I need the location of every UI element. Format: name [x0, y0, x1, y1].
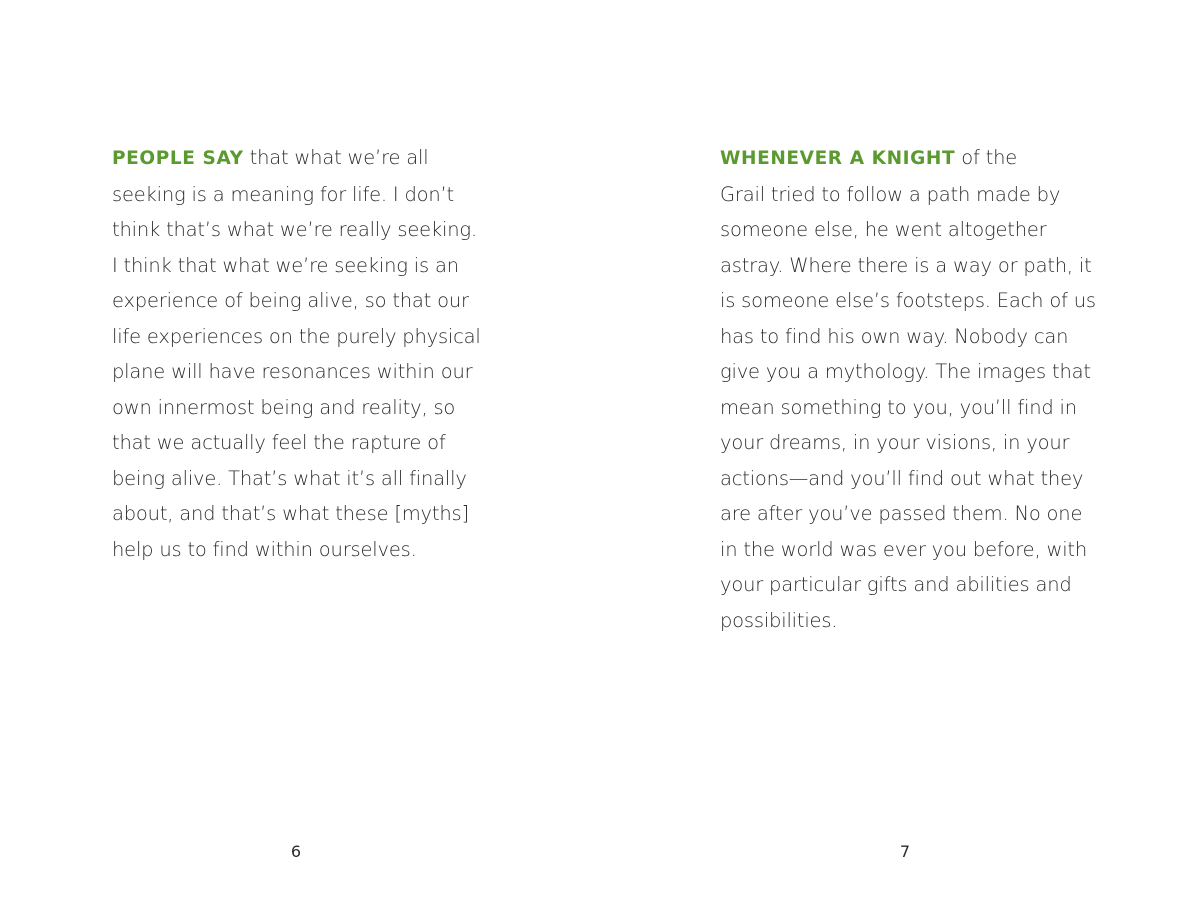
- paragraph-line: are after you’ve passed them. No one: [720, 502, 1083, 525]
- paragraph-line: think that’s what we’re really seeking.: [112, 218, 477, 241]
- paragraph-line: in the world was ever you before, with: [720, 537, 1088, 561]
- paragraph-line: mean something to you, you’ll find in: [720, 395, 1077, 419]
- paragraph-line: is someone else’s footsteps. Each of us: [720, 289, 1096, 312]
- paragraph-line: seeking is a meaning for life. I don’t: [112, 182, 454, 206]
- page-number: 7: [899, 842, 911, 861]
- right-page: [600, 0, 1200, 900]
- lead-in-caps: WHENEVER A KNIGHT: [720, 148, 956, 169]
- paragraph-line: [112, 140, 492, 177]
- line-text: that what we’re all: [243, 146, 429, 169]
- paragraph-line: possibilities.: [720, 608, 838, 632]
- paragraph-line: experience of being alive, so that our: [112, 289, 469, 312]
- paragraph-line: own innermost being and reality, so: [112, 395, 456, 419]
- lead-in-caps: PEOPLE SAY: [112, 148, 244, 169]
- paragraph-line: astray. Where there is a way or path, it: [720, 253, 1092, 277]
- left-page-paragraph: [112, 140, 492, 567]
- paragraph-line: your particular gifts and abilities and: [720, 573, 1072, 596]
- paragraph-line: being alive. That’s what it’s all finally: [112, 466, 467, 490]
- paragraph-line: [720, 140, 1100, 177]
- paragraph-line: help us to find within ourselves.: [112, 537, 417, 561]
- page-number: 6: [290, 842, 302, 861]
- paragraph-line: your dreams, in your visions, in your: [720, 431, 1070, 454]
- paragraph-line: I think that what we’re seeking is an: [112, 253, 459, 277]
- paragraph-line: plane will have resonances within our: [112, 360, 473, 383]
- line-text: of the: [955, 146, 1018, 169]
- paragraph-line: life experiences on the purely physical: [112, 324, 481, 348]
- right-page-paragraph: [720, 140, 1100, 638]
- paragraph-line: actions—and you’ll find out what they: [720, 466, 1084, 490]
- paragraph-line: about, and that’s what these [myths]: [112, 502, 469, 525]
- paragraph-line: has to find his own way. Nobody can: [720, 324, 1069, 348]
- paragraph-line: give you a mythology. The images that: [720, 360, 1091, 383]
- paragraph-line: someone else, he went altogether: [720, 218, 1047, 241]
- paragraph-line: Grail tried to follow a path made by: [720, 182, 1061, 206]
- paragraph-line: that we actually feel the rapture of: [112, 431, 446, 454]
